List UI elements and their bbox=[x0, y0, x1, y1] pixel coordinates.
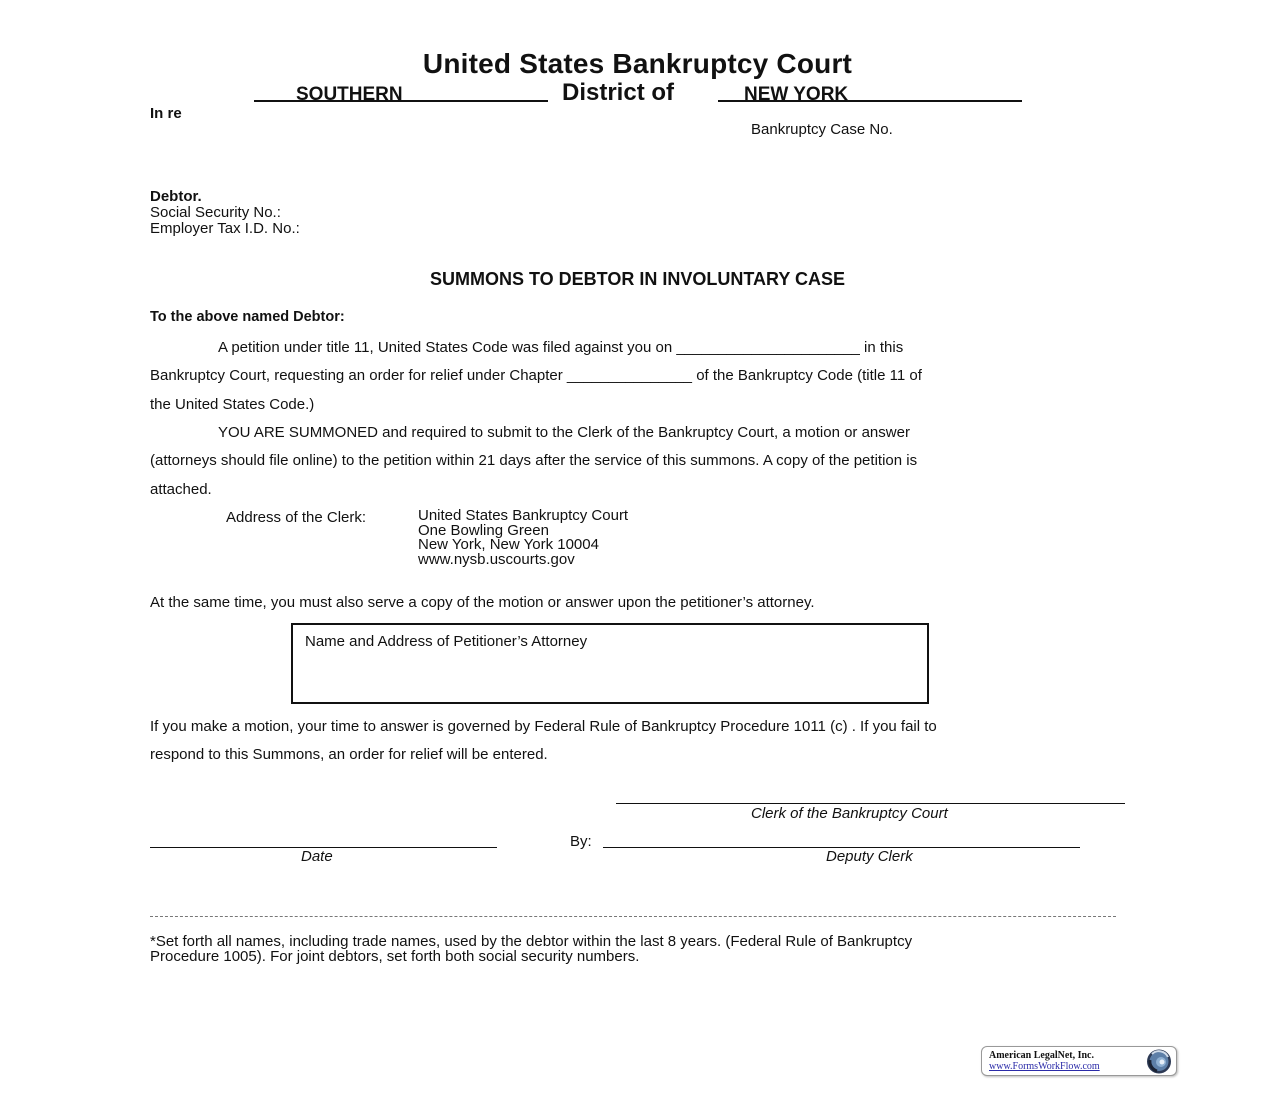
summoned-line-1: YOU ARE SUMMONED and required to submit to the Clerk of the Bankruptcy Court, a motion or answer bbox=[218, 424, 910, 441]
clerk-caption: Clerk of the Bankruptcy Court bbox=[751, 805, 948, 822]
clerk-address-label: Address of the Clerk: bbox=[226, 509, 367, 526]
petition-line-2: Bankruptcy Court, requesting an order for relief under Chapter _______________ of the Bankruptcy Code (title 11 of bbox=[150, 367, 922, 384]
district-value: SOUTHERN bbox=[296, 84, 403, 105]
state-value: NEW YORK bbox=[744, 84, 849, 105]
petition-line-1: A petition under title 11, United States Code was filed against you on ______________________ in this bbox=[218, 339, 904, 356]
salutation: To the above named Debtor: bbox=[150, 309, 345, 325]
by-label: By: bbox=[570, 833, 592, 850]
motion-notice-line-2: respond to this Summons, an order for relief will be entered. bbox=[150, 746, 548, 763]
ssn-label: Social Security No.: bbox=[150, 204, 281, 221]
clerk-address-line: United States Bankruptcy Court bbox=[418, 507, 629, 524]
in-re-label: In re bbox=[150, 105, 182, 122]
form-title: SUMMONS TO DEBTOR IN INVOLUNTARY CASE bbox=[429, 269, 846, 289]
serve-notice: At the same time, you must also serve a copy of the motion or answer upon the petitioner’s attorney. bbox=[150, 594, 815, 611]
date-caption: Date bbox=[301, 848, 333, 865]
footnote-line-1: *Set forth all names, including trade names, used by the debtor within the last 8 years. (Federal Rule of Bankruptcy bbox=[150, 933, 913, 950]
petitioner-attorney-box[interactable] bbox=[291, 623, 929, 704]
district-of-label: District of bbox=[562, 79, 675, 106]
court-title: United States Bankruptcy Court bbox=[422, 48, 853, 79]
attorney-box-label: Name and Address of Petitioner’s Attorney bbox=[305, 633, 588, 650]
motion-notice-line-1: If you make a motion, your time to answer is governed by Federal Rule of Bankruptcy Procedure 1011 (c) . If you fail to bbox=[150, 718, 937, 735]
clerk-address-line: One Bowling Green bbox=[418, 521, 549, 539]
summoned-line-3: attached. bbox=[150, 481, 212, 498]
clerk-signature-line[interactable] bbox=[616, 803, 1125, 804]
clerk-address-block bbox=[418, 509, 628, 567]
case-no-label: Bankruptcy Case No. bbox=[751, 121, 893, 138]
clerk-website: www.nysb.uscourts.gov bbox=[418, 550, 575, 568]
deputy-caption: Deputy Clerk bbox=[826, 848, 913, 865]
tax-id-label: Employer Tax I.D. No.: bbox=[150, 220, 300, 237]
globe-icon bbox=[1143, 1048, 1173, 1075]
footnote-divider bbox=[150, 916, 1116, 917]
debtor-label: Debtor. bbox=[150, 188, 202, 205]
footnote-line-2: Procedure 1005). For joint debtors, set forth both social security numbers. bbox=[150, 948, 640, 965]
clerk-address-line: New York, New York 10004 bbox=[418, 536, 599, 553]
petition-line-3: the United States Code.) bbox=[150, 396, 315, 413]
logo-url-link[interactable]: www.FormsWorkFlow.com bbox=[989, 1061, 1100, 1072]
district-row bbox=[254, 79, 1024, 105]
summoned-line-2: (attorneys should file online) to the petition within 21 days after the service of this summons. A copy of the petition is bbox=[150, 452, 918, 469]
logo-company-name: American LegalNet, Inc. bbox=[989, 1050, 1094, 1061]
american-legalnet-logo[interactable] bbox=[981, 1046, 1177, 1076]
